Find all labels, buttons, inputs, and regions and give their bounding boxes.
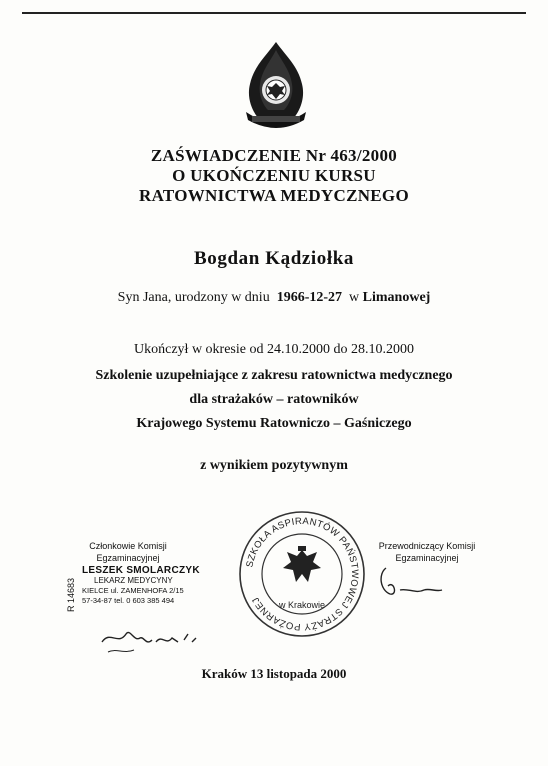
top-rule [22, 12, 526, 14]
school-round-seal [236, 508, 368, 640]
chair-label-line2: Egzaminacyjnej [395, 553, 459, 563]
birth-in: w [349, 290, 360, 305]
doctor-stamp [82, 566, 222, 606]
doctor-stamp-phone: 57-34-87 tel. 0 603 385 494 [82, 596, 175, 605]
birth-place: Limanowej [362, 290, 431, 305]
birth-info [0, 290, 548, 306]
certificate-title: ZAŚWIADCZENIE Nr 463/2000 [150, 146, 398, 165]
course-result: z wynikiem pozytywnym [200, 458, 348, 473]
doctor-stamp-address: KIELCE ul. ZAMENHOFA 2/15 [82, 586, 184, 595]
chair-signature [372, 560, 462, 604]
birth-prefix: Syn Jana, urodzony w dniu [117, 290, 270, 305]
stamp-serial: R 14683 [66, 577, 76, 612]
members-label-line2: Egzaminacyjnej [96, 553, 160, 563]
members-label [84, 540, 172, 564]
eagle-icon [283, 546, 321, 582]
recipient-name: Bogdan Kądziołka [193, 248, 355, 269]
chair-label-line1: Przewodniczący Komisji [378, 541, 476, 551]
certificate-subtitle: O UKOŃCZENIU KURSU [172, 166, 376, 185]
seal-text: SZKOŁA ASPIRANTÓW PAŃSTWOWEJ STRAŻY POŻARNEJ [244, 515, 361, 633]
members-signature [96, 612, 206, 656]
birth-date: 1966-12-27 [276, 290, 343, 305]
seal-city: w Krakowie [278, 600, 326, 610]
course-name-line3: Krajowego Systemu Ratowniczo – Gaśniczego [136, 416, 412, 431]
course-name-line2: dla strażaków – ratowników [189, 392, 359, 407]
doctor-stamp-name: LESZEK SMOLARCZYK [82, 565, 200, 576]
fire-service-emblem-icon [236, 40, 316, 132]
place-and-date: Kraków 13 listopada 2000 [201, 666, 347, 681]
doctor-stamp-title: LEKARZ MEDYCYNY [94, 576, 173, 585]
certificate-subject: RATOWNICTWA MEDYCZNEGO [139, 186, 409, 205]
course-name-line1: Szkolenie uzupełniające z zakresu ratownictwa medycznego [95, 368, 453, 383]
members-label-line1: Członkowie Komisji [89, 541, 167, 551]
course-period: Ukończył w okresie od 24.10.2000 do 28.10.2000 [134, 342, 414, 357]
